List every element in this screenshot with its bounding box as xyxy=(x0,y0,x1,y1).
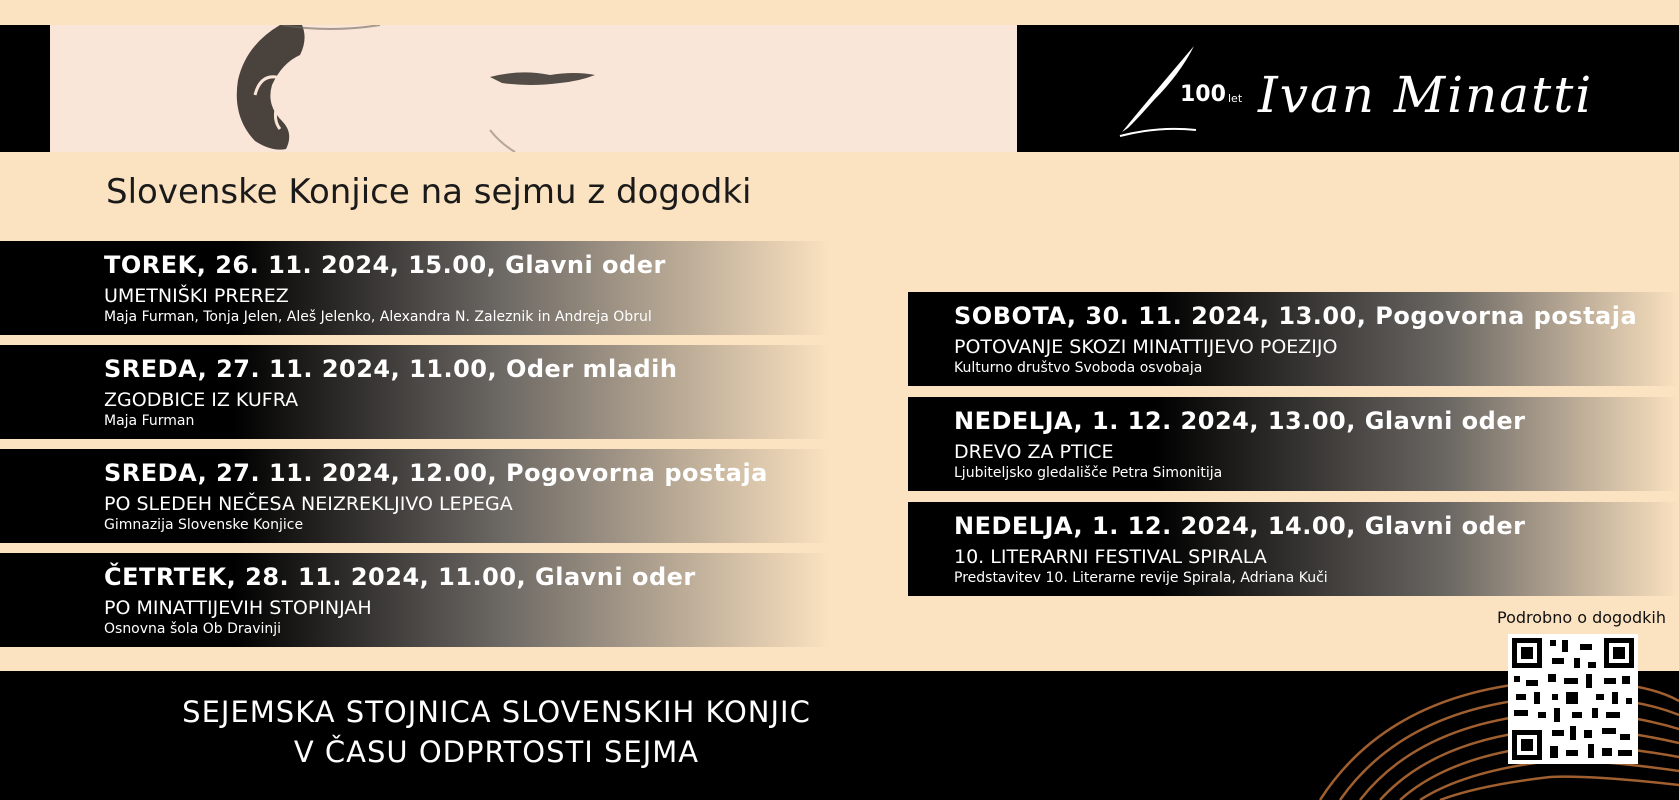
event-heading: TOREK, 26. 11. 2024, 15.00, Glavni oder xyxy=(104,251,666,279)
event-heading: NEDELJA, 1. 12. 2024, 14.00, Glavni oder xyxy=(954,512,1526,540)
qr-code-icon xyxy=(1508,634,1638,764)
event-performers: Predstavitev 10. Literarne revije Spirala, Adriana Kuči xyxy=(954,570,1328,586)
qr-code[interactable] xyxy=(1508,634,1638,764)
event-card xyxy=(908,502,1679,596)
event-title: ZGODBICE IZ KUFRA xyxy=(104,389,299,411)
event-title: PO SLEDEH NEČESA NEIZREKLJIVO LEPEGA xyxy=(104,493,513,515)
event-heading: NEDELJA, 1. 12. 2024, 13.00, Glavni oder xyxy=(954,407,1526,435)
portrait-drawing xyxy=(50,25,1017,152)
footer-line-1: SEJEMSKA STOJNICA SLOVENSKIH KONJIC xyxy=(182,695,811,729)
event-performers: Ljubiteljsko gledališče Petra Simonitija xyxy=(954,465,1223,481)
portrait-sketch xyxy=(50,25,1017,152)
qr-label: Podrobno o dogodkih xyxy=(1497,608,1666,627)
event-performers: Kulturno društvo Svoboda osvobaja xyxy=(954,360,1203,376)
event-heading: ČETRTEK, 28. 11. 2024, 11.00, Glavni oder xyxy=(104,563,696,591)
event-card xyxy=(908,292,1679,386)
footer-line-2: V ČASU ODPRTOSTI SEJMA xyxy=(293,735,700,769)
event-performers: Gimnazija Slovenske Konjice xyxy=(104,517,304,533)
event-title: POTOVANJE SKOZI MINATTIJEVO POEZIJO xyxy=(954,336,1338,358)
logo-name: Ivan Minatti xyxy=(1258,66,1594,124)
event-heading: SREDA, 27. 11. 2024, 12.00, Pogovorna postaja xyxy=(104,459,768,487)
event-title: DREVO ZA PTICE xyxy=(954,441,1114,463)
event-title: UMETNIŠKI PREREZ xyxy=(104,285,289,307)
event-performers: Maja Furman xyxy=(104,413,195,429)
event-heading: SREDA, 27. 11. 2024, 11.00, Oder mladih xyxy=(104,355,678,383)
event-card xyxy=(0,553,830,647)
event-title: PO MINATTIJEVIH STOPINJAH xyxy=(104,597,372,619)
event-performers: Osnovna šola Ob Dravinji xyxy=(104,621,282,637)
event-title: 10. LITERARNI FESTIVAL SPIRALA xyxy=(954,546,1267,568)
event-card xyxy=(908,397,1679,491)
footer-band xyxy=(0,671,1679,800)
logo-suffix: let xyxy=(1228,92,1243,105)
event-heading: SOBOTA, 30. 11. 2024, 13.00, Pogovorna postaja xyxy=(954,302,1638,330)
event-card xyxy=(0,241,830,335)
logo-number: 100 xyxy=(1180,82,1226,107)
event-card xyxy=(0,449,830,543)
event-card xyxy=(0,345,830,439)
event-performers: Maja Furman, Tonja Jelen, Aleš Jelenko, Alexandra N. Zaleznik in Andreja Obrul xyxy=(104,309,652,325)
centenary-logo xyxy=(1118,40,1594,140)
page-title: Slovenske Konjice na sejmu z dogodki xyxy=(106,172,752,212)
